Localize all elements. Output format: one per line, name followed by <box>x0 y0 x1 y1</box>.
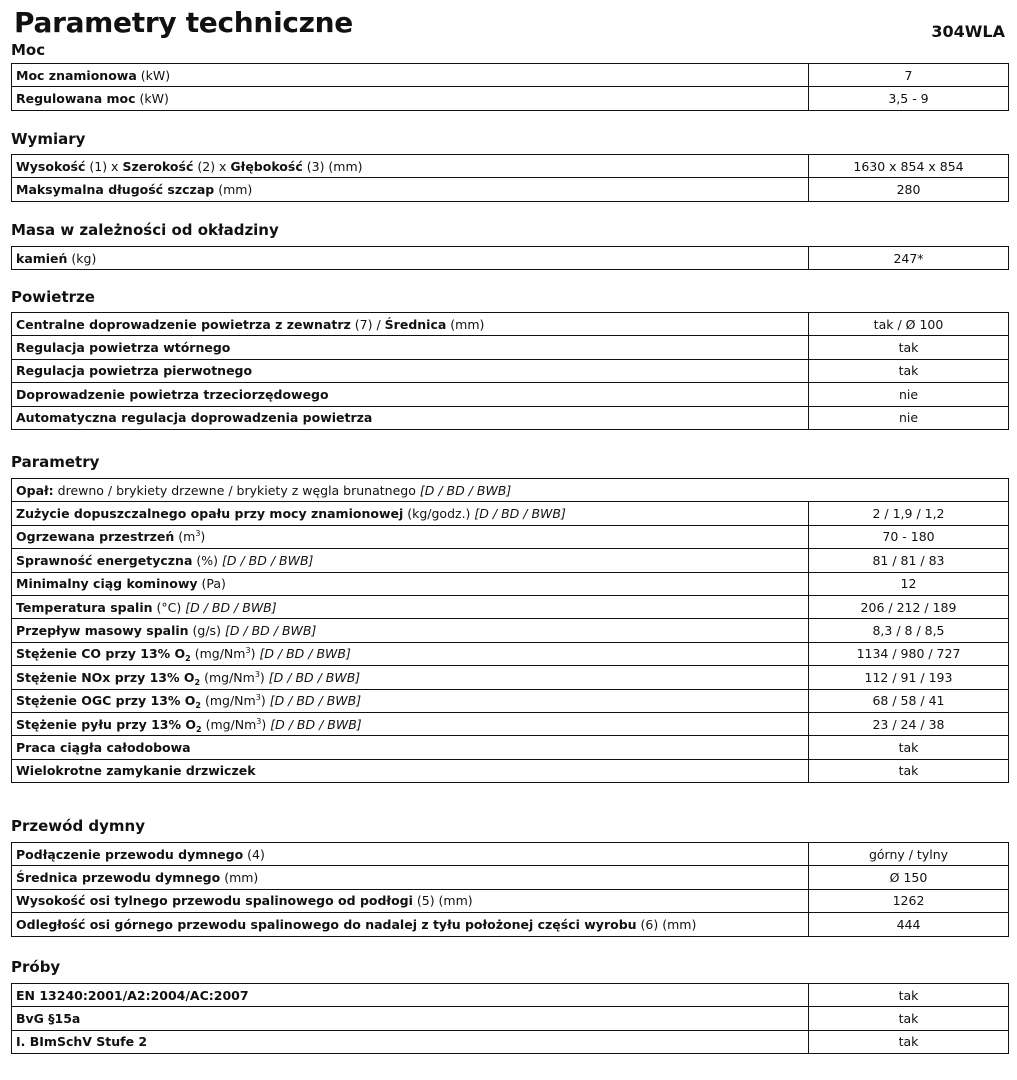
table-row <box>12 1030 1009 1053</box>
row-value: 2 / 1,9 / 1,2 <box>809 502 1009 525</box>
row-value: 8,3 / 8 / 8,5 <box>809 619 1009 642</box>
table-row <box>12 1007 1009 1030</box>
row-value: 280 <box>809 178 1009 201</box>
row-value: 68 / 58 / 41 <box>809 689 1009 712</box>
row-label: kamień (kg) <box>12 247 809 270</box>
row-label: Stężenie NOx przy 13% $O_2$ (mg/Nm$^3$) [D / BD / BWB] <box>12 666 809 689</box>
row-label: Regulacja powietrza pierwotnego <box>12 359 809 382</box>
row-value: 444 <box>809 913 1009 936</box>
row-value: 1262 <box>809 889 1009 912</box>
row-label: Ogrzewana przestrzeń $(m^3)$ <box>12 525 809 548</box>
row-value: 81 / 81 / 83 <box>809 549 1009 572</box>
table-row <box>12 666 1009 689</box>
row-label: I. BImSchV Stufe 2 <box>12 1030 809 1053</box>
row-label: Wysokość (1) x Szerokość (2) x Głębokość (3) (mm) <box>12 155 809 178</box>
table-row <box>12 984 1009 1007</box>
table-row <box>12 759 1009 782</box>
section-title-moc: Moc <box>11 41 46 59</box>
row-label: Minimalny ciąg kominowy (Pa) <box>12 572 809 595</box>
table-row <box>12 502 1009 525</box>
table-row <box>12 359 1009 382</box>
section-title-powietrze: Powietrze <box>11 288 95 306</box>
fuel-label: Opał: drewno / brykiety drzewne / brykiety z węgla brunatnego [D / BD / BWB] <box>12 479 1009 502</box>
row-value: tak <box>809 1030 1009 1053</box>
table-row <box>12 64 1009 87</box>
row-value: nie <box>809 383 1009 406</box>
row-label: Odległość osi górnego przewodu spalinowego do nadalej z tyłu położonej części wyrobu (6) (mm) <box>12 913 809 936</box>
section-title-masa: Masa w zależności od okładziny <box>11 221 279 239</box>
table-row <box>12 313 1009 336</box>
table-wymiary <box>11 154 1009 202</box>
row-value: 23 / 24 / 38 <box>809 712 1009 735</box>
row-label: EN 13240:2001/A2:2004/AC:2007 <box>12 984 809 1007</box>
row-value: tak <box>809 359 1009 382</box>
row-value: tak <box>809 736 1009 759</box>
table-row <box>12 736 1009 759</box>
row-value: 247* <box>809 247 1009 270</box>
row-label: BvG §15a <box>12 1007 809 1030</box>
table-parametry <box>11 478 1009 783</box>
row-value: górny / tylny <box>809 843 1009 866</box>
table-moc <box>11 63 1009 111</box>
row-value: 70 - 180 <box>809 525 1009 548</box>
row-label: Stężenie OGC przy 13% $O_2$ (mg/Nm$^3$) [D / BD / BWB] <box>12 689 809 712</box>
table-masa <box>11 246 1009 270</box>
row-label: Moc znamionowa (kW) <box>12 64 809 87</box>
row-label: Wysokość osi tylnego przewodu spalinowego od podłogi (5) (mm) <box>12 889 809 912</box>
section-title-przewod: Przewód dymny <box>11 817 146 835</box>
model-number: 304WLA <box>931 22 1005 41</box>
table-row-fuel <box>12 479 1009 502</box>
row-value: tak <box>809 1007 1009 1030</box>
table-row <box>12 642 1009 665</box>
table-row <box>12 525 1009 548</box>
table-row <box>12 889 1009 912</box>
table-row <box>12 866 1009 889</box>
row-label: Doprowadzenie powietrza trzeciorzędowego <box>12 383 809 406</box>
row-label: Stężenie pyłu przy 13% $O_2$ (mg/Nm$^3$) [D / BD / BWB] <box>12 712 809 735</box>
row-label: Automatyczna regulacja doprowadzenia powietrza <box>12 406 809 429</box>
table-row <box>12 336 1009 359</box>
row-label: Regulacja powietrza wtórnego <box>12 336 809 359</box>
table-row <box>12 87 1009 110</box>
row-label: Przepływ masowy spalin (g/s) [D / BD / BWB] <box>12 619 809 642</box>
table-row <box>12 619 1009 642</box>
row-label: Centralne doprowadzenie powietrza z zewnatrz (7) / Średnica (mm) <box>12 313 809 336</box>
section-title-parametry: Parametry <box>11 453 100 471</box>
row-value: 12 <box>809 572 1009 595</box>
row-value: 206 / 212 / 189 <box>809 595 1009 618</box>
row-value: Ø 150 <box>809 866 1009 889</box>
row-label: Praca ciągła całodobowa <box>12 736 809 759</box>
row-label: Zużycie dopuszczalnego opału przy mocy znamionowej (kg/godz.) [D / BD / BWB] <box>12 502 809 525</box>
table-row <box>12 178 1009 201</box>
row-value: tak <box>809 984 1009 1007</box>
row-label: Wielokrotne zamykanie drzwiczek <box>12 759 809 782</box>
row-label: Temperatura spalin (°C) [D / BD / BWB] <box>12 595 809 618</box>
row-value: 1134 / 980 / 727 <box>809 642 1009 665</box>
row-value: 3,5 - 9 <box>809 87 1009 110</box>
section-title-wymiary: Wymiary <box>11 130 86 148</box>
row-value: tak <box>809 759 1009 782</box>
table-row <box>12 383 1009 406</box>
table-row <box>12 843 1009 866</box>
table-row <box>12 155 1009 178</box>
row-value: 112 / 91 / 193 <box>809 666 1009 689</box>
row-label: Stężenie CO przy 13% $O_2$ (mg/Nm$^3$) [D / BD / BWB] <box>12 642 809 665</box>
table-powietrze <box>11 312 1009 430</box>
row-value: tak / Ø 100 <box>809 313 1009 336</box>
row-label: Podłączenie przewodu dymnego (4) <box>12 843 809 866</box>
row-label: Maksymalna długość szczap (mm) <box>12 178 809 201</box>
section-title-proby: Próby <box>11 958 61 976</box>
table-row <box>12 549 1009 572</box>
table-row <box>12 406 1009 429</box>
table-row <box>12 712 1009 735</box>
row-value: 1630 x 854 x 854 <box>809 155 1009 178</box>
row-value: nie <box>809 406 1009 429</box>
row-value: tak <box>809 336 1009 359</box>
row-value: 7 <box>809 64 1009 87</box>
table-przewod <box>11 842 1009 937</box>
row-label: Średnica przewodu dymnego (mm) <box>12 866 809 889</box>
page-title: Parametry techniczne <box>14 6 353 39</box>
row-label: Regulowana moc (kW) <box>12 87 809 110</box>
table-row <box>12 572 1009 595</box>
table-row <box>12 913 1009 936</box>
table-row <box>12 689 1009 712</box>
table-row <box>12 247 1009 270</box>
row-label: Sprawność energetyczna (%) [D / BD / BWB] <box>12 549 809 572</box>
table-proby <box>11 983 1009 1054</box>
table-row <box>12 595 1009 618</box>
